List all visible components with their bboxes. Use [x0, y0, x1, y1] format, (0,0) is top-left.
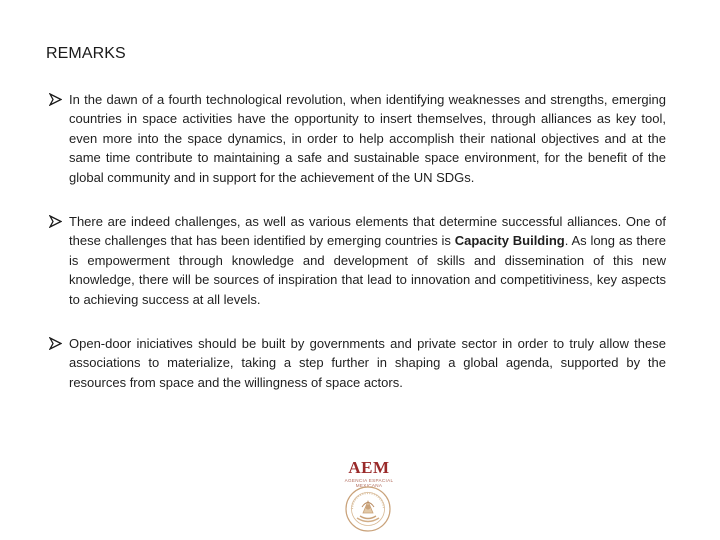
- arrow-bullet-icon: [49, 215, 62, 228]
- logo-acronym: AEM: [348, 458, 390, 477]
- arrow-bullet-icon: [49, 337, 62, 350]
- list-item-text: . As long as there is empowerment through knowledge and development of skills and dissemination of this new knowledge, there will be sources of inspiration that lead to innovation and competitiviness, key aspects to achieving success at all levels.: [69, 233, 667, 307]
- mexican-seal-icon: [344, 485, 392, 533]
- list-item-text: In the dawn of a fourth technological revolution, when identifying weaknesses and strengths, emerging countries in space activities have the opportunity to insert themselves, through alliances as key tool, even more into the space dynamics, in order to help accomplish their national objectives and at the same time contribute to maintaining a safe and sustainable space environment, for the benefit of the global community and in support for the achievement of the UN SDGs.: [69, 92, 666, 185]
- page-title: REMARKS: [46, 45, 126, 62]
- list-item-text: There are indeed challenges, as well as various elements that determine successful alliances. One of these challenges that has been identified by emerging countries is: [69, 214, 666, 249]
- list-item: [48, 334, 666, 392]
- list-item-text: Open-door iniciatives should be built by governments and private sector in order to truly allow these associations to materialize, taking a step further in shaping a global agenda, supported by the resources from space and the willingness of space actors.: [69, 336, 666, 390]
- list-item: [48, 90, 666, 187]
- list-item-emphasis: Capacity Building: [454, 233, 565, 249]
- aem-logo: [332, 458, 406, 532]
- logo-subtitle: AGENCIA ESPACIAL MEXICANA: [344, 478, 394, 488]
- arrow-bullet-icon: [49, 93, 62, 106]
- remarks-list: [48, 90, 666, 392]
- list-item: [48, 212, 666, 309]
